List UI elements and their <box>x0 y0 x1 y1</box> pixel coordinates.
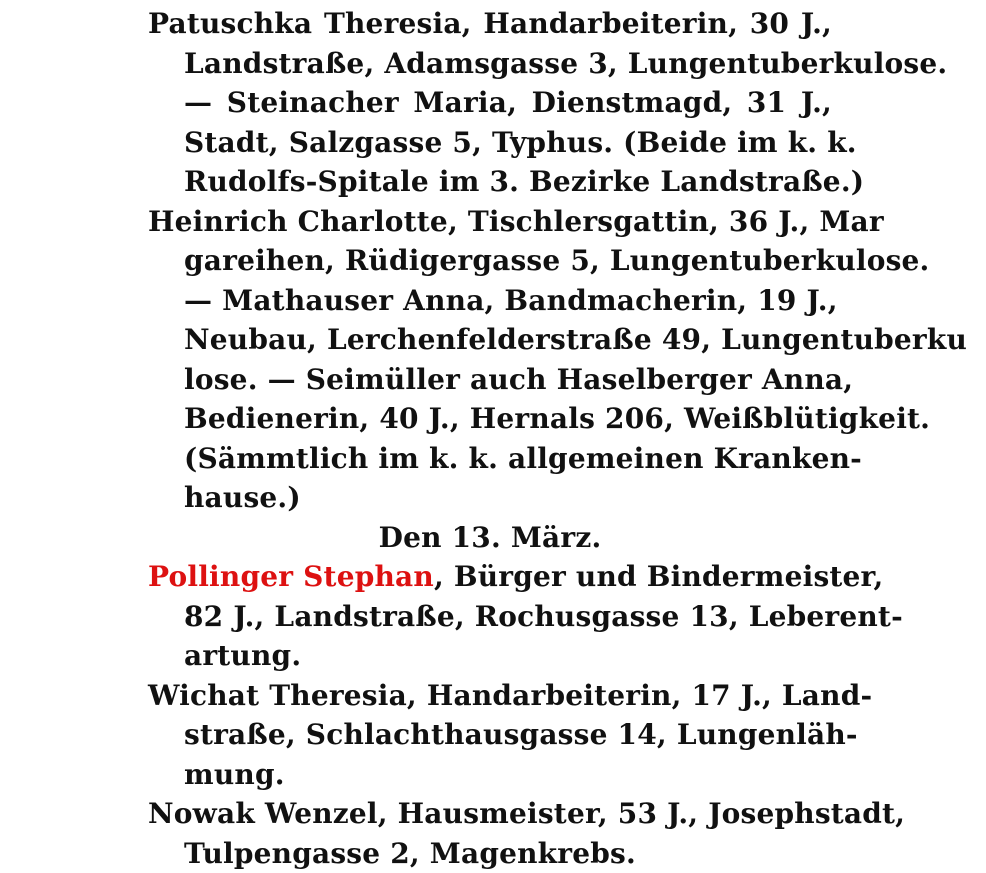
text-line: artung. <box>148 636 832 676</box>
entry-patuschka <box>148 4 832 202</box>
obituary-column <box>148 4 832 873</box>
entry-heinrich <box>148 202 832 518</box>
entry-pollinger <box>148 557 832 676</box>
text-line: Rudolfs-Spitale im 3. Bezirke Landstraße.) <box>148 162 832 202</box>
text-line: lose. — Seimüller auch Haselberger Anna, <box>148 360 832 400</box>
text-line: Bedienerin, 40 J., Hernals 206, Weißblütigkeit. <box>148 399 832 439</box>
entry-wichat <box>148 676 832 795</box>
date-heading: Den 13. März. <box>148 518 832 558</box>
text-line: mung. <box>148 755 832 795</box>
text-line: Wichat Theresia, Handarbeiterin, 17 J., Land- <box>148 676 832 716</box>
text-line: Tulpengasse 2, Magenkrebs. <box>148 834 832 873</box>
entry-text: , Bürger und Bindermeister, <box>434 560 883 593</box>
text-line: Neubau, Lerchenfelderstraße 49, Lungentuberku <box>148 320 832 360</box>
text-line: Heinrich Charlotte, Tischlersgattin, 36 J., Mar <box>148 202 832 242</box>
text-line: — Mathauser Anna, Bandmacherin, 19 J., <box>148 281 832 321</box>
text-line: Nowak Wenzel, Hausmeister, 53 J., Josephstadt, <box>148 794 832 834</box>
text-line: (Sämmtlich im k. k. allgemeinen Kranken- <box>148 439 832 479</box>
highlighted-name: Pollinger Stephan <box>148 560 434 593</box>
text-line: Landstraße, Adamsgasse 3, Lungentuberkulose. <box>148 44 832 84</box>
text-line: 82 J., Landstraße, Rochusgasse 13, Leberent- <box>148 597 832 637</box>
text-line: hause.) <box>148 478 832 518</box>
text-line: straße, Schlachthausgasse 14, Lungenläh- <box>148 715 832 755</box>
text-line: Patuschka Theresia, Handarbeiterin, 30 J., <box>148 4 832 44</box>
text-line: gareihen, Rüdigergasse 5, Lungentuberkulose. <box>148 241 832 281</box>
text-line <box>148 557 832 597</box>
entry-nowak <box>148 794 832 873</box>
text-line: Stadt, Salzgasse 5, Typhus. (Beide im k. k. <box>148 123 832 163</box>
text-line: — Steinacher Maria, Dienstmagd, 31 J., <box>148 83 832 123</box>
